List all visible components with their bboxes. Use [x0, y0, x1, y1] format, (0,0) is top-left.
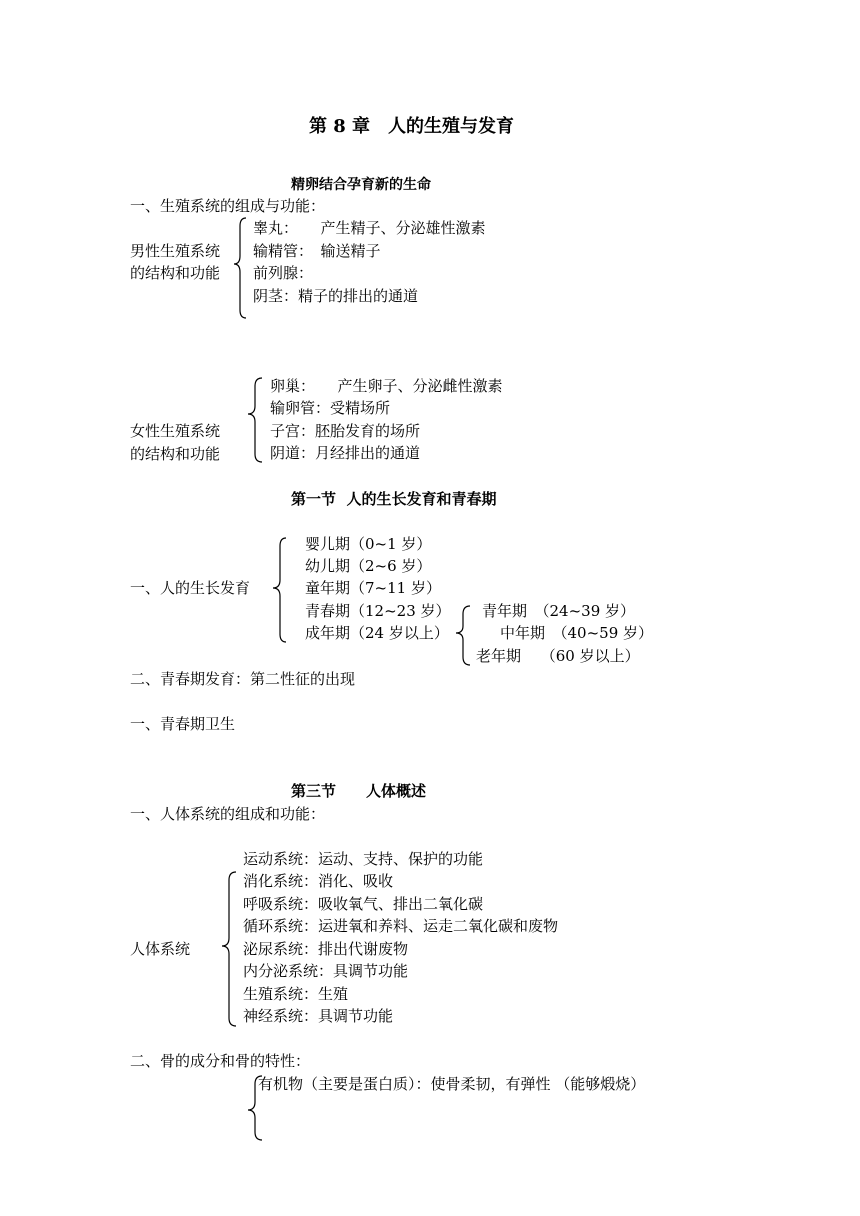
male-item: 睾丸： 产生精子、分泌雄性激素: [253, 219, 486, 237]
body-system-item: 泌尿系统：排出代谢废物: [243, 940, 409, 958]
male-item: 输精管： 输送精子: [253, 242, 381, 260]
adult-stage: 老年期 （60 岁以上）: [476, 647, 640, 665]
adult-stage: 青年期 （24~39 岁）: [482, 602, 636, 620]
female-item: 子宫：胚胎发育的场所: [270, 422, 421, 440]
chapter-title: 第 8 章 人的生殖与发育: [309, 116, 515, 137]
growth-stage: 成年期（24 岁以上）: [305, 624, 449, 642]
body-system-item: 内分泌系统：具调节功能: [243, 962, 409, 980]
body-systems-heading: 一、人体系统的组成和功能：: [130, 805, 326, 823]
female-label-line2: 的结构和功能: [130, 445, 221, 463]
female-item: 输卵管：受精场所: [270, 399, 391, 417]
body-system-item: 生殖系统：生殖: [243, 985, 349, 1003]
body-system-item: 消化系统：消化、吸收: [243, 872, 394, 890]
subtitle: 精卵结合孕育新的生命: [291, 177, 431, 193]
male-item: 前列腺：: [253, 264, 314, 282]
bone-item: 有机物（主要是蛋白质）：使骨柔韧，有弹性 （能够煅烧）: [258, 1075, 646, 1093]
bone-heading: 二、骨的成分和骨的特性：: [130, 1052, 311, 1070]
growth-label: 一、人的生长发育: [130, 579, 251, 597]
growth-stage: 婴儿期（0~1 岁）: [305, 535, 432, 553]
puberty-line: 二、青春期发育：第二性征的出现: [130, 670, 356, 688]
hygiene-line: 一、青春期卫生: [130, 715, 236, 733]
growth-stage: 幼儿期（2~6 岁）: [305, 557, 432, 575]
male-label-line2: 的结构和功能: [130, 264, 221, 282]
body-system-item: 呼吸系统：吸收氧气、排出二氧化碳: [243, 895, 484, 913]
section3-title: 第三节 人体概述: [291, 782, 427, 800]
body-systems-label: 人体系统: [130, 940, 191, 958]
female-item: 卵巢： 产生卵子、分泌雌性激素: [270, 377, 503, 395]
male-label-line1: 男性生殖系统: [130, 242, 221, 260]
adult-stage: 中年期 （40~59 岁）: [500, 624, 654, 642]
body-system-item: 神经系统：具调节功能: [243, 1007, 394, 1025]
growth-stage: 童年期（7~11 岁）: [305, 579, 441, 597]
female-item: 阴道：月经排出的通道: [270, 444, 421, 462]
male-item: 阴茎：精子的排出的通道: [253, 287, 419, 305]
reproductive-heading: 一、生殖系统的组成与功能：: [130, 197, 326, 215]
female-label-line1: 女性生殖系统: [130, 422, 221, 440]
growth-stage: 青春期（12~23 岁）: [305, 602, 451, 620]
body-system-item: 循环系统：运进氧和养料、运走二氧化碳和废物: [243, 917, 559, 935]
section1-title: 第一节 人的生长发育和青春期: [291, 490, 497, 508]
body-system-item: 运动系统：运动、支持、保护的功能: [243, 850, 484, 868]
